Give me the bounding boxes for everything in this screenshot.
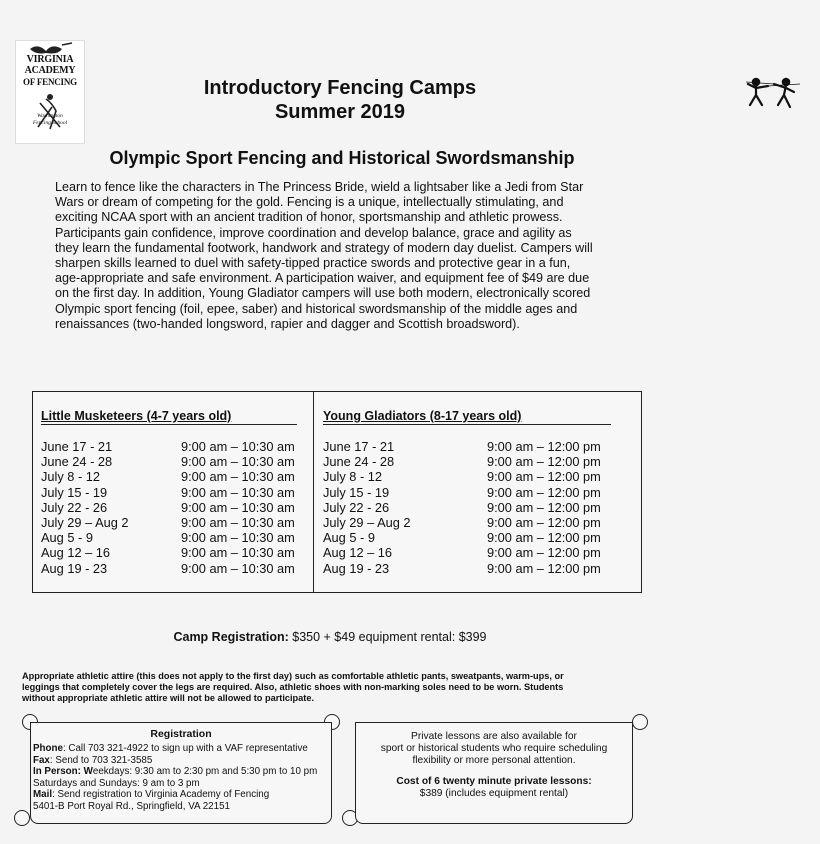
session-time: 9:00 am – 12:00 pm [487, 484, 601, 500]
table-row [323, 561, 601, 576]
table-row [41, 469, 295, 484]
scroll-curl-icon [14, 810, 30, 826]
intro-line: on the first day. In addition, Young Gladiator campers will use both modern, electronically scored [55, 286, 591, 301]
gladiators-rows [323, 439, 601, 576]
session-dates: Aug 5 - 9 [41, 530, 93, 546]
table-row [41, 439, 295, 454]
logo-line3: OF FENCING [23, 77, 77, 87]
attire-notice [22, 671, 632, 705]
musketeers-underline [41, 424, 297, 425]
registration-mail: Mail: Send registration to Virginia Academy of Fencing [33, 789, 270, 801]
intro-line: age-appropriate and safe environment. A participation waiver, and equipment fee of $49 are due [55, 271, 590, 286]
session-time: 9:00 am – 10:30 am [181, 439, 295, 454]
session-dates: July 29 – Aug 2 [41, 515, 129, 531]
session-time: 9:00 am – 12:00 pm [487, 530, 601, 546]
registration-heading: Registration [150, 728, 212, 740]
registration-address: 5401-B Port Royal Rd., Springfield, VA 22151 [33, 800, 230, 812]
session-time: 9:00 am – 10:30 am [181, 545, 295, 561]
session-dates: Aug 5 - 9 [323, 530, 375, 546]
attire-line: leggings that completely cover the legs are required. Also, athletic shoes with non-marking soles need to be worn. Students [22, 682, 564, 693]
column-divider [313, 392, 314, 592]
lessons-line: sport or historical students who require scheduling [380, 743, 608, 755]
session-time: 9:00 am – 10:30 am [181, 499, 295, 515]
session-dates: July 29 – Aug 2 [323, 515, 411, 531]
camp-registration-price: $350 + $49 equipment rental: $399 [292, 630, 487, 644]
session-dates: June 17 - 21 [41, 439, 113, 454]
intro-line: exciting NCAA sport with an ancient tradition of honor, sportsmanship and athletic prowess. [55, 210, 563, 225]
camp-registration-label: Camp Registration: [173, 630, 289, 644]
gladiators-underline [323, 424, 611, 425]
session-dates: July 22 - 26 [41, 499, 108, 515]
session-dates: Aug 12 – 16 [323, 545, 393, 561]
session-time: 9:00 am – 10:30 am [181, 560, 295, 576]
intro-paragraph [55, 180, 645, 332]
session-time: 9:00 am – 12:00 pm [487, 515, 601, 531]
table-row [41, 545, 295, 560]
session-dates: June 24 - 28 [41, 454, 113, 470]
table-row [41, 485, 295, 500]
attire-line: without appropriate athletic attire will not be allowed to participate. [22, 693, 314, 704]
session-time: 9:00 am – 10:30 am [181, 484, 295, 500]
logo-tagline: Washington Fencing School [32, 113, 68, 126]
session-dates: July 15 - 19 [323, 484, 390, 500]
table-row [41, 530, 295, 545]
intro-line: Participants gain confidence, improve coordination and develop balance, grace and agility as [55, 225, 572, 240]
registration-weekend: Saturdays and Sundays: 9 am to 3 pm [33, 777, 200, 789]
table-row [323, 515, 601, 530]
session-dates: Aug 19 - 23 [41, 560, 108, 576]
intro-line: Learn to fence like the characters in The Princess Bride, wield a lightsaber like a Jedi from Star [55, 180, 584, 194]
session-dates: Aug 12 – 16 [41, 545, 111, 561]
section-subtitle: Olympic Sport Fencing and Historical Swordsmanship [109, 148, 575, 168]
private-lessons-box [355, 722, 633, 824]
intro-line: renaissances (two-handed longsword, rapier and dagger and Scottish broadsword). [55, 316, 520, 331]
page-title [140, 76, 540, 124]
lessons-cost-label: Cost of 6 twenty minute private lessons: [396, 775, 592, 787]
session-dates: June 17 - 21 [323, 439, 395, 454]
session-time: 9:00 am – 10:30 am [181, 530, 295, 546]
title-line1: Introductory Fencing Camps [203, 77, 477, 99]
session-time: 9:00 am – 12:00 pm [487, 499, 601, 515]
logo-line1: VIRGINIA [26, 54, 74, 65]
table-row [323, 545, 601, 560]
lessons-line: Private lessons are also available for [411, 731, 577, 742]
registration-box [30, 722, 332, 824]
academy-logo [15, 40, 85, 144]
table-row [323, 485, 601, 500]
table-row [323, 439, 601, 454]
session-dates: Aug 19 - 23 [323, 560, 390, 576]
session-time: 9:00 am – 12:00 pm [487, 439, 601, 454]
table-row [323, 469, 601, 484]
table-row [41, 500, 295, 515]
session-time: 9:00 am – 10:30 am [181, 454, 295, 470]
attire-line: Appropriate athletic attire (this does not apply to the first day) such as comfortable athletic pants, sweatpants, warm-ups, or [22, 671, 564, 681]
logo-line2: ACADEMY [24, 65, 76, 76]
session-time: 9:00 am – 12:00 pm [487, 560, 601, 576]
lessons-cost: $389 (includes equipment rental) [419, 787, 569, 799]
registration-in-person: In Person: Weekdays: 9:30 am to 2:30 pm and 5:30 pm to 10 pm [33, 766, 318, 778]
table-row [323, 454, 601, 469]
session-time: 9:00 am – 12:00 pm [487, 469, 601, 485]
session-dates: July 22 - 26 [323, 499, 390, 515]
scroll-curl-icon [632, 714, 648, 730]
session-dates: July 8 - 12 [323, 469, 383, 485]
schedule-table [32, 391, 642, 593]
table-row [41, 515, 295, 530]
table-row [41, 454, 295, 469]
lessons-line: flexibility or more personal attention. [412, 755, 576, 767]
intro-line: Wars or dream of competing for the gold. Fencing is a unique, intellectually stimulating, and [55, 195, 564, 210]
registration-phone: Phone: Call 703 321-4922 to sign up with a VAF representative [33, 743, 308, 754]
session-time: 9:00 am – 10:30 am [181, 515, 295, 531]
session-time: 9:00 am – 10:30 am [181, 469, 295, 485]
session-dates: July 15 - 19 [41, 484, 108, 500]
fencers-silhouette-icon [742, 74, 802, 114]
gladiators-heading: Young Gladiators (8-17 years old) [323, 409, 522, 423]
musketeers-heading: Little Musketeers (4-7 years old) [41, 409, 232, 423]
session-time: 9:00 am – 12:00 pm [487, 545, 601, 561]
session-dates: July 8 - 12 [41, 469, 101, 485]
intro-line: they learn the fundamental footwork, handwork and strategy of modern day duelist. Campers will [55, 240, 593, 255]
table-row [323, 530, 601, 545]
intro-line: Olympic sport fencing (foil, epee, saber) and historical swordsmanship of the middle ages and [55, 301, 578, 316]
table-row [41, 561, 295, 576]
session-time: 9:00 am – 12:00 pm [487, 454, 601, 470]
musketeers-rows [41, 439, 295, 576]
table-row [323, 500, 601, 515]
camp-registration-line [0, 630, 660, 644]
intro-line: sharpen skills learned to duel with safety-tipped practice swords and protective gear in a fun, [55, 256, 571, 271]
registration-fax: Fax: Send to 703 321-3585 [33, 754, 153, 766]
session-dates: June 24 - 28 [323, 454, 395, 470]
title-line2: Summer 2019 [274, 101, 406, 123]
